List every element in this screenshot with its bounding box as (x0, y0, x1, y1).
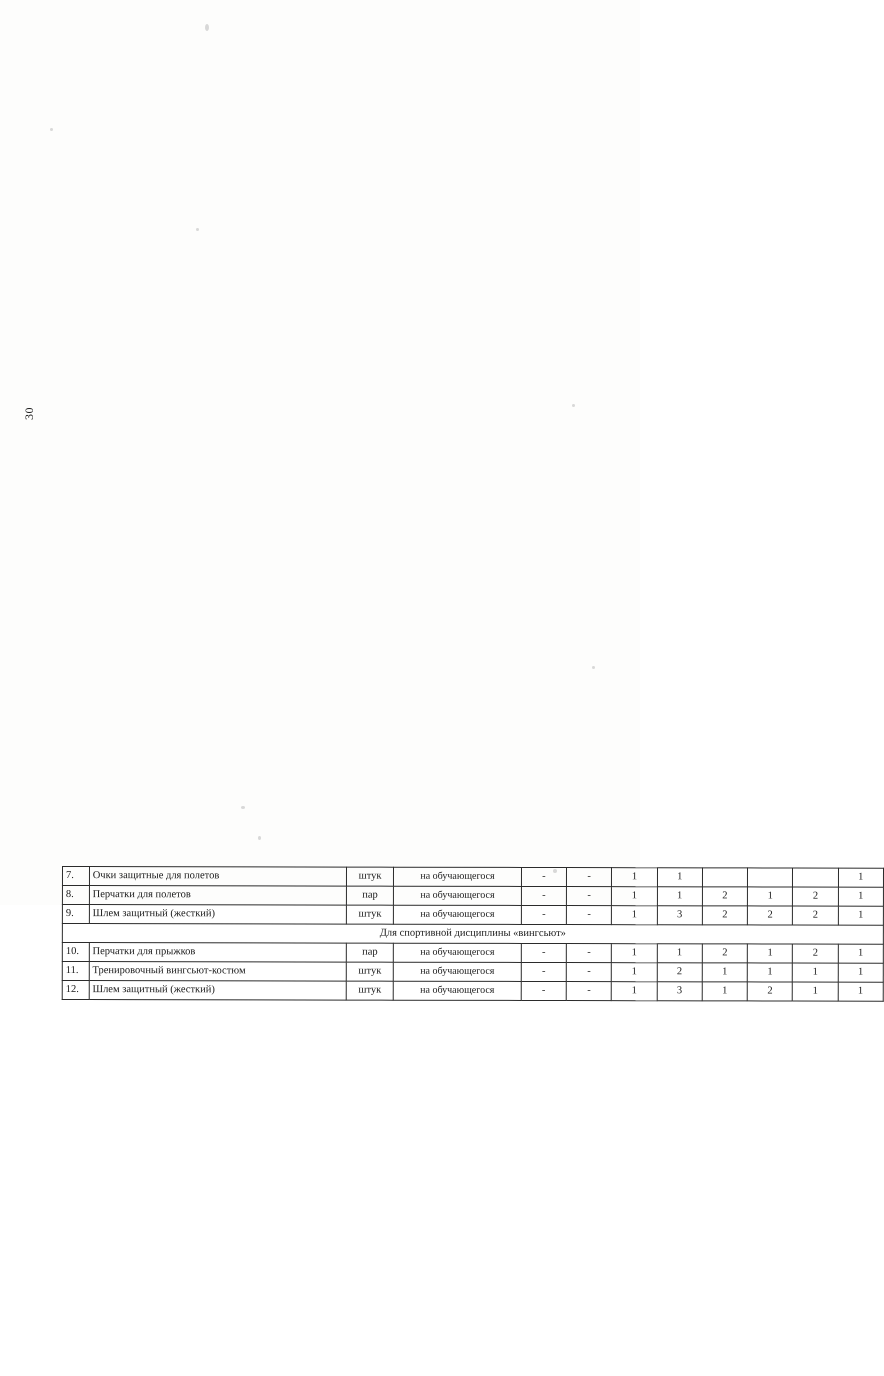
row-value: 2 (702, 906, 747, 925)
row-value: - (521, 943, 566, 962)
row-value: 1 (612, 982, 657, 1001)
row-value: 2 (793, 944, 838, 963)
row-value: 1 (612, 963, 657, 982)
row-per: на обучающегося (394, 886, 522, 905)
row-value: 1 (838, 982, 883, 1001)
section-heading: Для спортивной дисциплины «вингсьют» (62, 924, 883, 945)
row-value: 1 (612, 887, 657, 906)
row-value: 1 (702, 982, 747, 1001)
row-name: Шлем защитный (жесткий) (89, 905, 346, 925)
row-value: 2 (748, 906, 793, 925)
row-value: - (521, 905, 566, 924)
row-value: 2 (747, 982, 792, 1001)
row-per: на обучающегося (393, 981, 521, 1000)
table-row (62, 943, 883, 964)
row-unit: штук (346, 867, 393, 886)
row-per: на обучающегося (394, 962, 522, 981)
row-per: на обучающегося (394, 905, 522, 924)
row-value: 1 (612, 868, 657, 887)
table-row (62, 962, 883, 983)
row-number: 10. (62, 943, 89, 962)
row-number: 9. (62, 905, 89, 924)
row-value: 2 (793, 906, 838, 925)
row-value (702, 868, 747, 887)
row-value: 2 (793, 887, 838, 906)
row-value: - (567, 868, 612, 887)
row-value: - (521, 867, 566, 886)
scan-speck (241, 806, 245, 809)
row-value: - (566, 982, 611, 1001)
row-value: 1 (838, 944, 883, 963)
row-name: Перчатки для прыжков (89, 943, 346, 963)
row-name: Шлем защитный (жесткий) (89, 981, 346, 1001)
row-value: 1 (702, 963, 747, 982)
row-value: 1 (793, 963, 838, 982)
row-unit: пар (346, 943, 393, 962)
table-row (62, 981, 883, 1002)
row-unit: штук (346, 905, 393, 924)
equipment-table-container (61, 866, 884, 1376)
scan-speck (196, 228, 199, 231)
scan-speck (205, 24, 209, 31)
row-value: - (521, 962, 566, 981)
row-name: Очки защитные для полетов (89, 867, 346, 887)
row-value: 2 (702, 944, 747, 963)
scan-speck (592, 666, 595, 669)
row-name: Тренировочный вингсьют-костюм (89, 962, 346, 982)
row-value: 2 (702, 887, 747, 906)
row-per: на обучающегося (394, 867, 522, 886)
row-value: 1 (838, 906, 883, 925)
row-value: 3 (657, 982, 702, 1001)
scan-speck (572, 404, 575, 407)
table-section-row (62, 924, 883, 945)
row-value: 1 (838, 868, 883, 887)
row-value: 2 (657, 963, 702, 982)
table-row (62, 905, 883, 926)
row-value: - (566, 887, 611, 906)
row-value: - (566, 906, 611, 925)
page-number: 30 (22, 407, 36, 420)
row-value: 1 (748, 887, 793, 906)
row-unit: штук (346, 981, 393, 1000)
row-value: - (566, 963, 611, 982)
equipment-table (62, 866, 884, 1002)
row-per: на обучающегося (394, 943, 522, 962)
row-value: 1 (657, 868, 702, 887)
table-row (62, 867, 883, 888)
row-number: 12. (62, 981, 89, 1000)
row-number: 7. (62, 867, 89, 886)
row-value: 1 (657, 944, 702, 963)
row-value: 1 (793, 982, 838, 1001)
row-unit: пар (346, 886, 393, 905)
row-value: 1 (612, 944, 657, 963)
row-value: 1 (838, 887, 883, 906)
row-value: 1 (612, 906, 657, 925)
row-value: 1 (747, 963, 792, 982)
row-value: 1 (838, 963, 883, 982)
row-number: 11. (62, 962, 89, 981)
row-name: Перчатки для полетов (89, 886, 346, 906)
scan-speck (258, 836, 261, 840)
row-value (748, 868, 793, 887)
row-value: - (521, 886, 566, 905)
row-value: 1 (657, 887, 702, 906)
row-unit: штук (346, 962, 393, 981)
scan-speck (50, 128, 53, 131)
row-number: 8. (62, 886, 89, 905)
table-row (62, 886, 883, 907)
row-value: - (566, 944, 611, 963)
row-value: 1 (747, 944, 792, 963)
row-value (793, 868, 838, 887)
row-value: 3 (657, 906, 702, 925)
row-value: - (521, 981, 566, 1000)
